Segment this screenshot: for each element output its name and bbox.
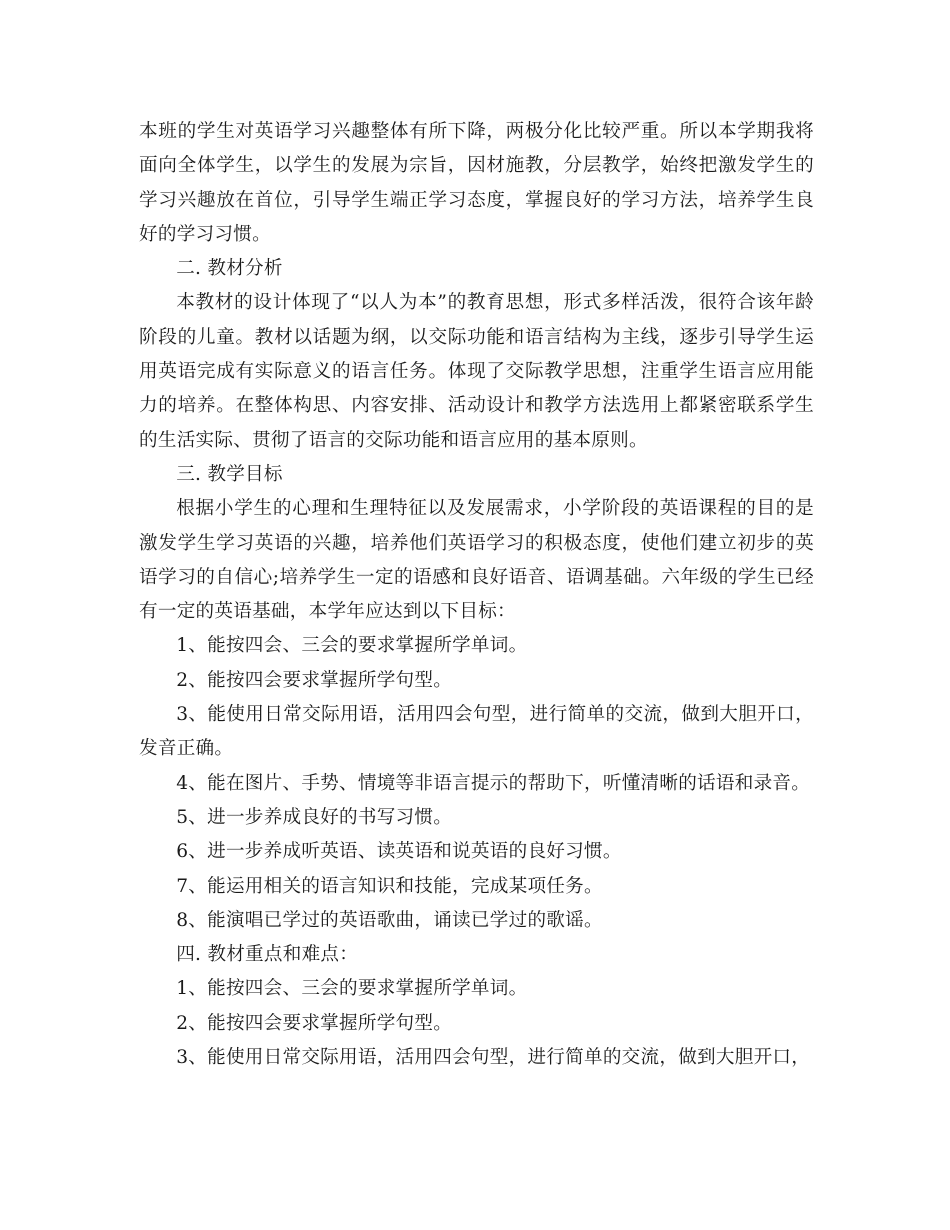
list-item: 3、能使用日常交际用语，活用四会句型，进行简单的交流，做到大胆开口， <box>176 1047 811 1069</box>
list-item: 2、能按四会要求掌握所学句型。 <box>176 1012 453 1034</box>
section-heading-textbook-analysis: 二. 教材分析 <box>176 258 283 280</box>
teaching-goals-paragraph: 根据小学生的心理和生理特征以及发展需求，小学阶段的英语课程的目的是激发学生学习英语的兴趣，培养他们英语学习的积极态度，使他们建立初步的英语学习的自信心;培养学生一定的语感和良好语音、语调基础。六年级的学生已经有一定的英语基础，本学年应达到以下目标： <box>139 498 814 623</box>
list-item: 5、进一步养成良好的书写习惯。 <box>176 806 453 828</box>
textbook-analysis-paragraph: 本教材的设计体现了“以人为本”的教育思想，形式多样活泼，很符合该年龄阶段的儿童。教材以话题为纲，以交际功能和语言结构为主线，逐步引导学生运用英语完成有实际意义的语言任务。体现了交际教学思想，注重学生语言应用能力的培养。在整体构思、内容安排、活动设计和教学方法选用上都紧密联系学生的生活实际、贯彻了语言的交际功能和语言应用的基本原则。 <box>139 292 814 451</box>
list-item: 7、能运用相关的语言知识和技能，完成某项任务。 <box>176 875 603 897</box>
list-item: 6、进一步养成听英语、读英语和说英语的良好习惯。 <box>176 841 622 863</box>
list-item: 2、能按四会要求掌握所学句型。 <box>176 669 453 691</box>
list-item: 1、能按四会、三会的要求掌握所学单词。 <box>176 978 528 1000</box>
list-item: 3、能使用日常交际用语，活用四会句型，进行简单的交流，做到大胆开口，发音正确。 <box>139 704 814 760</box>
intro-paragraph: 本班的学生对英语学习兴趣整体有所下降，两极分化比较严重。所以本学期我将面向全体学生，以学生的发展为宗旨，因材施教，分层教学，始终把激发学生的学习兴趣放在首位，引导学生端正学习态度，掌握良好的学习方法，培养学生良好的学习习惯。 <box>139 121 814 245</box>
section-heading-key-points: 四. 教材重点和难点： <box>176 944 359 966</box>
section-heading-teaching-goals: 三. 教学目标 <box>176 463 283 485</box>
document-body <box>139 115 814 1075</box>
list-item: 1、能按四会、三会的要求掌握所学单词。 <box>176 635 528 657</box>
list-item: 8、能演唱已学过的英语歌曲，诵读已学过的歌谣。 <box>176 909 603 931</box>
list-item: 4、能在图片、手势、情境等非语言提示的帮助下，听懂清晰的话语和录音。 <box>176 772 811 794</box>
